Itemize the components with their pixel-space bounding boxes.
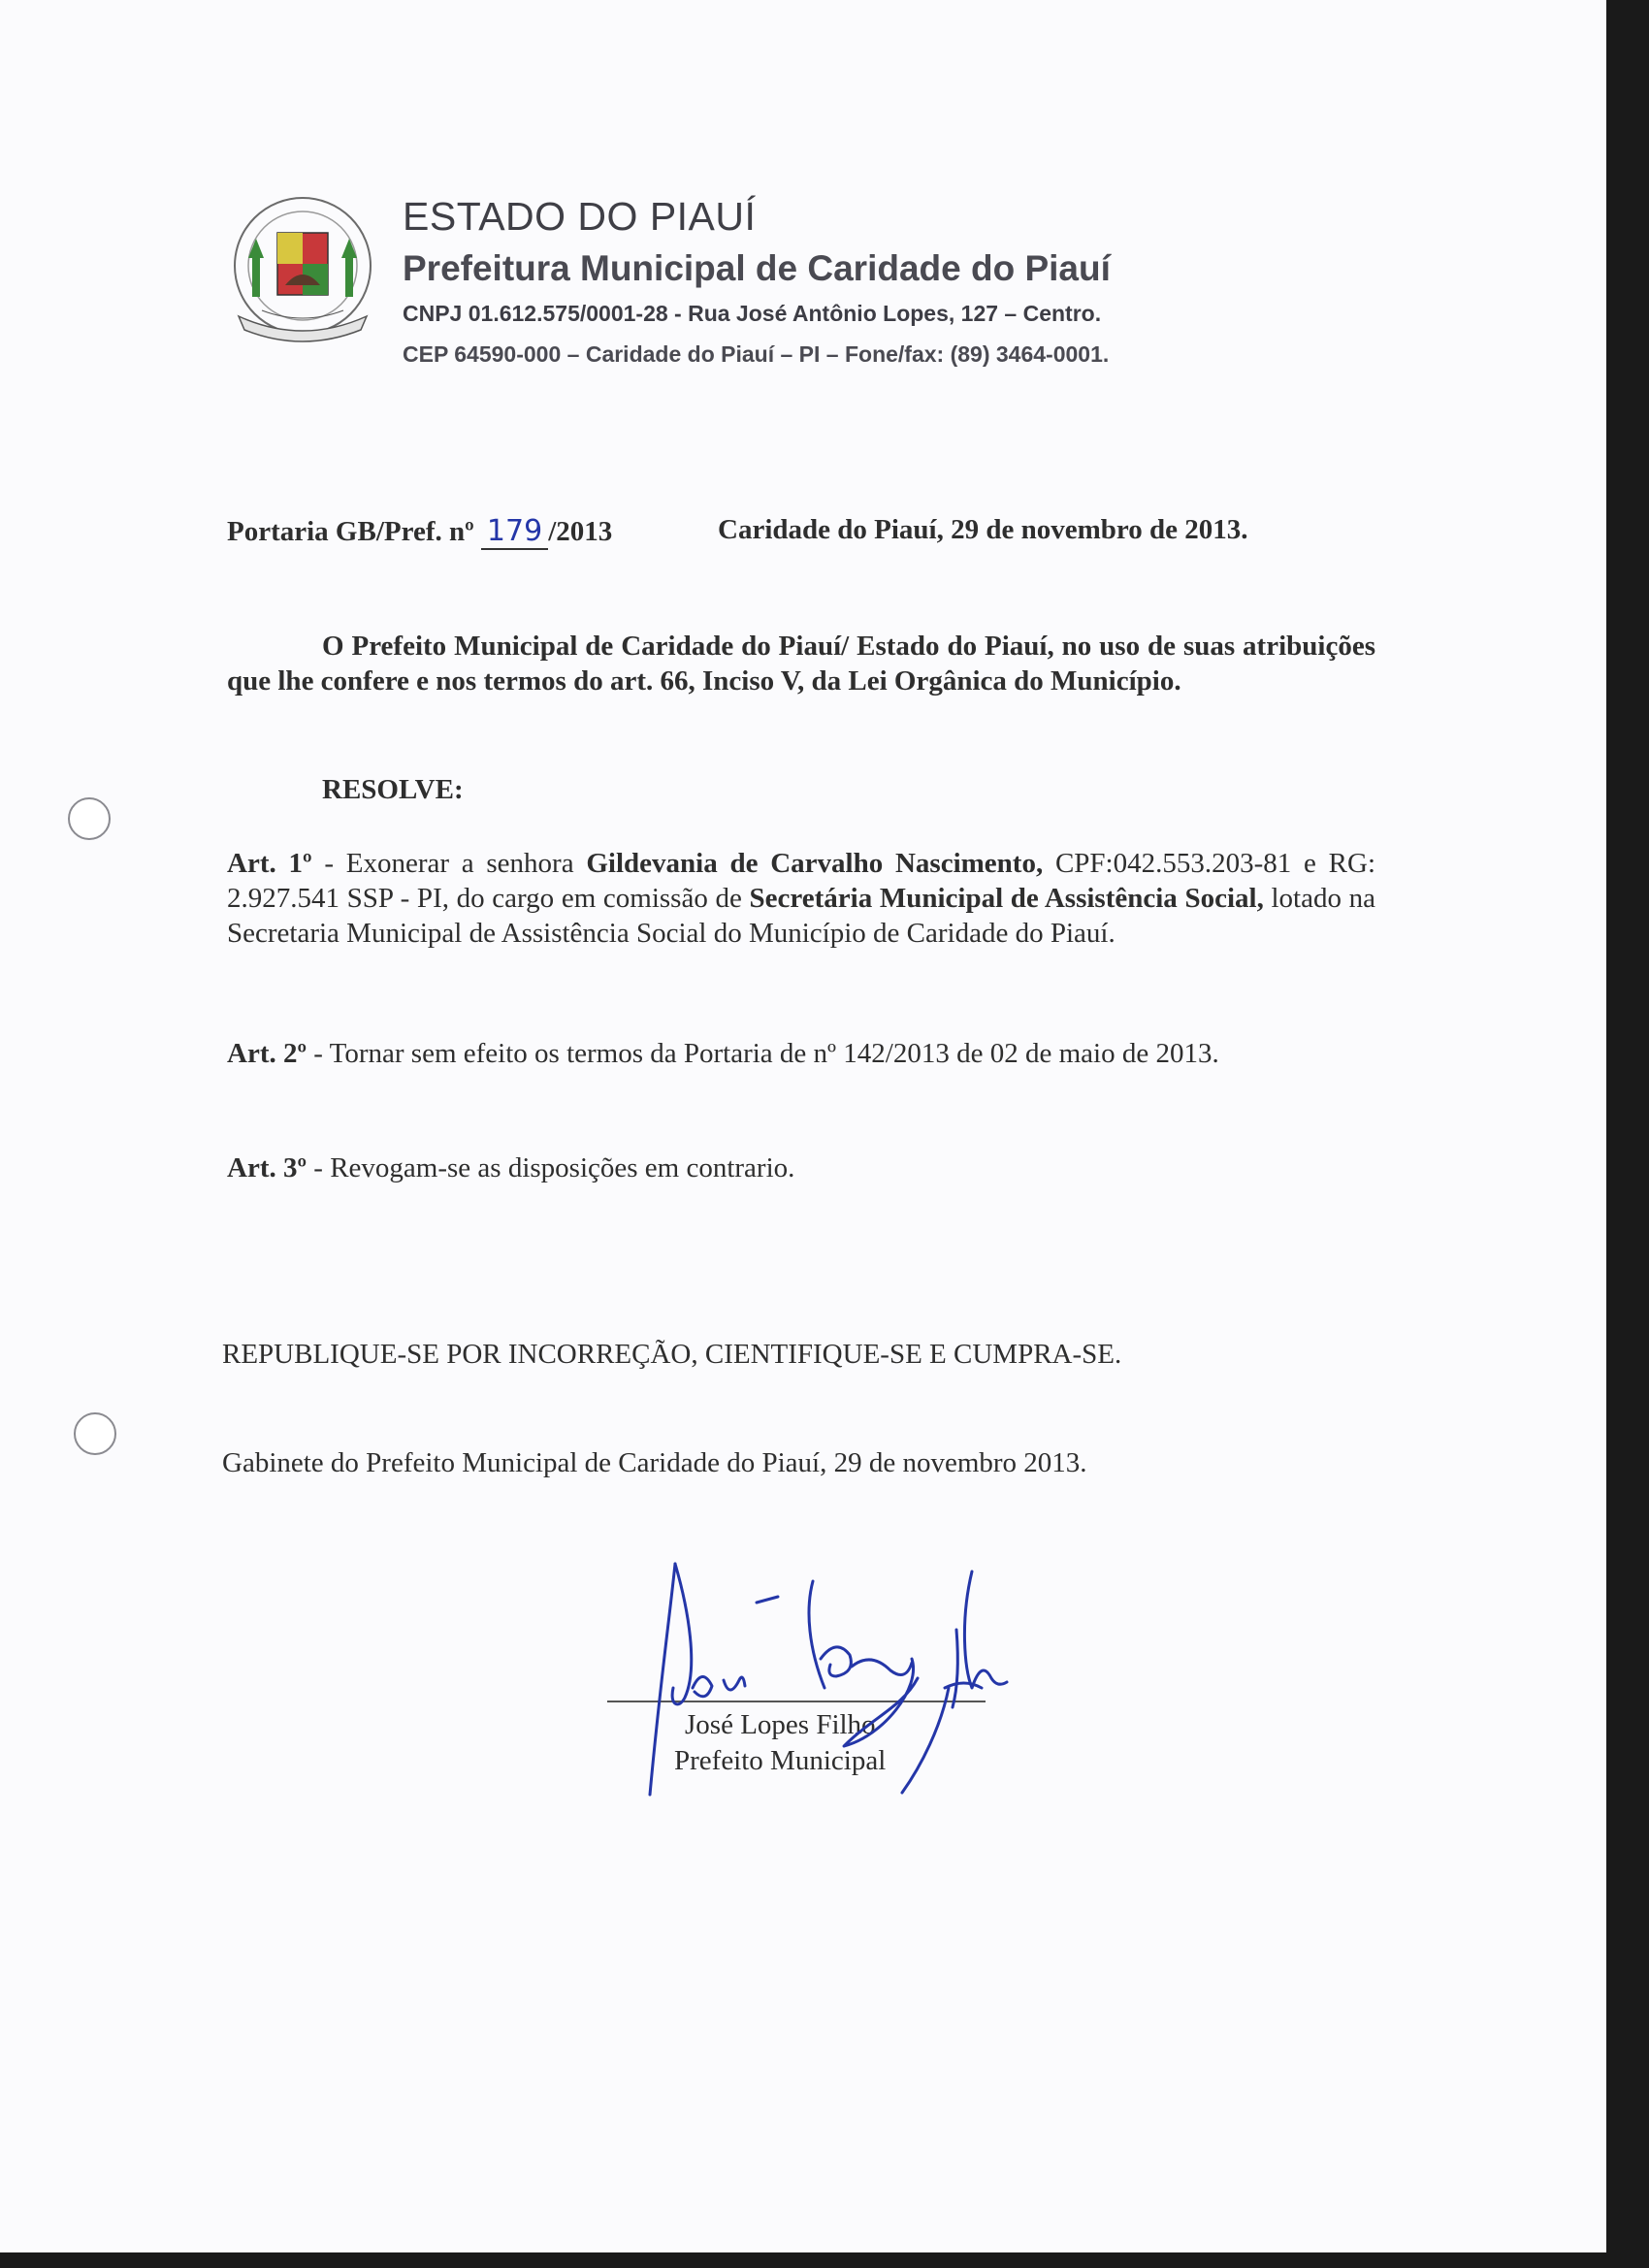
gabinete-line: Gabinete do Prefeito Municipal de Caridade do Piauí, 29 de novembro 2013. xyxy=(222,1447,1087,1478)
article-3 xyxy=(227,1150,1375,1185)
header-cnpj-address: CNPJ 01.612.575/0001-28 - Rua José Antônio Lopes, 127 – Centro. xyxy=(403,301,1102,326)
art1-text-1: - Exonerar a senhora xyxy=(311,848,587,879)
intro-paragraph xyxy=(227,629,1375,698)
republish-line: REPUBLIQUE-SE POR INCORREÇÃO, CIENTIFIQUE-SE E CUMPRA-SE. xyxy=(222,1339,1122,1370)
art1-name: Gildevania de Carvalho Nascimento, xyxy=(586,848,1044,879)
portaria-prefix: Portaria GB/Pref. nº xyxy=(227,516,474,547)
art1-text-3: lotado na Secretaria Municipal de Assistência Social do Município de Caridade do Piauí. xyxy=(227,883,1375,949)
art2-text: - Tornar sem efeito os termos da Portaria de nº 142/2013 de 02 de maio de 2013. xyxy=(307,1038,1219,1069)
handwritten-signature-icon xyxy=(630,1542,1135,1804)
art3-text: - Revogam-se as disposições em contrario. xyxy=(307,1152,795,1183)
scan-edge-bottom xyxy=(0,2252,1649,2268)
signatory-role: Prefeito Municipal xyxy=(674,1745,887,1776)
punch-hole-upper xyxy=(68,797,111,840)
art1-text-2: CPF:042.553.203-81 e RG: 2.927.541 SSP - PI, do cargo em comissão de xyxy=(227,848,1376,914)
signatory-name: José Lopes Filho xyxy=(685,1709,876,1740)
header-prefecture: Prefeitura Municipal de Caridade do Piauí xyxy=(403,248,1111,288)
scan-edge-right xyxy=(1606,0,1649,2268)
header-cep-phone: CEP 64590-000 – Caridade do Piauí – PI – Fone/fax: (89) 3464-0001. xyxy=(403,341,1110,367)
art2-label: Art. 2º xyxy=(227,1038,307,1069)
header-state: ESTADO DO PIAUÍ xyxy=(403,194,757,239)
art1-label: Art. 1º xyxy=(227,848,312,879)
art3-label: Art. 3º xyxy=(227,1152,307,1183)
article-2 xyxy=(227,1036,1375,1071)
municipal-seal-icon xyxy=(229,190,376,363)
portaria-suffix: /2013 xyxy=(548,516,613,547)
art1-role: Secretária Municipal de Assistência Social, xyxy=(749,883,1264,914)
article-1 xyxy=(227,846,1375,951)
resolve-heading: RESOLVE: xyxy=(322,774,464,805)
portaria-number: 179 xyxy=(481,514,548,550)
intro-text: O Prefeito Municipal de Caridade do Piauí/ Estado do Piauí, no uso de suas atribuições que lhe confere e nos termos do art. 66, Inciso V, da Lei Orgânica do Município. xyxy=(227,631,1375,697)
portaria-date: Caridade do Piauí, 29 de novembro de 2013. xyxy=(718,514,1248,545)
punch-hole-lower xyxy=(74,1412,116,1455)
